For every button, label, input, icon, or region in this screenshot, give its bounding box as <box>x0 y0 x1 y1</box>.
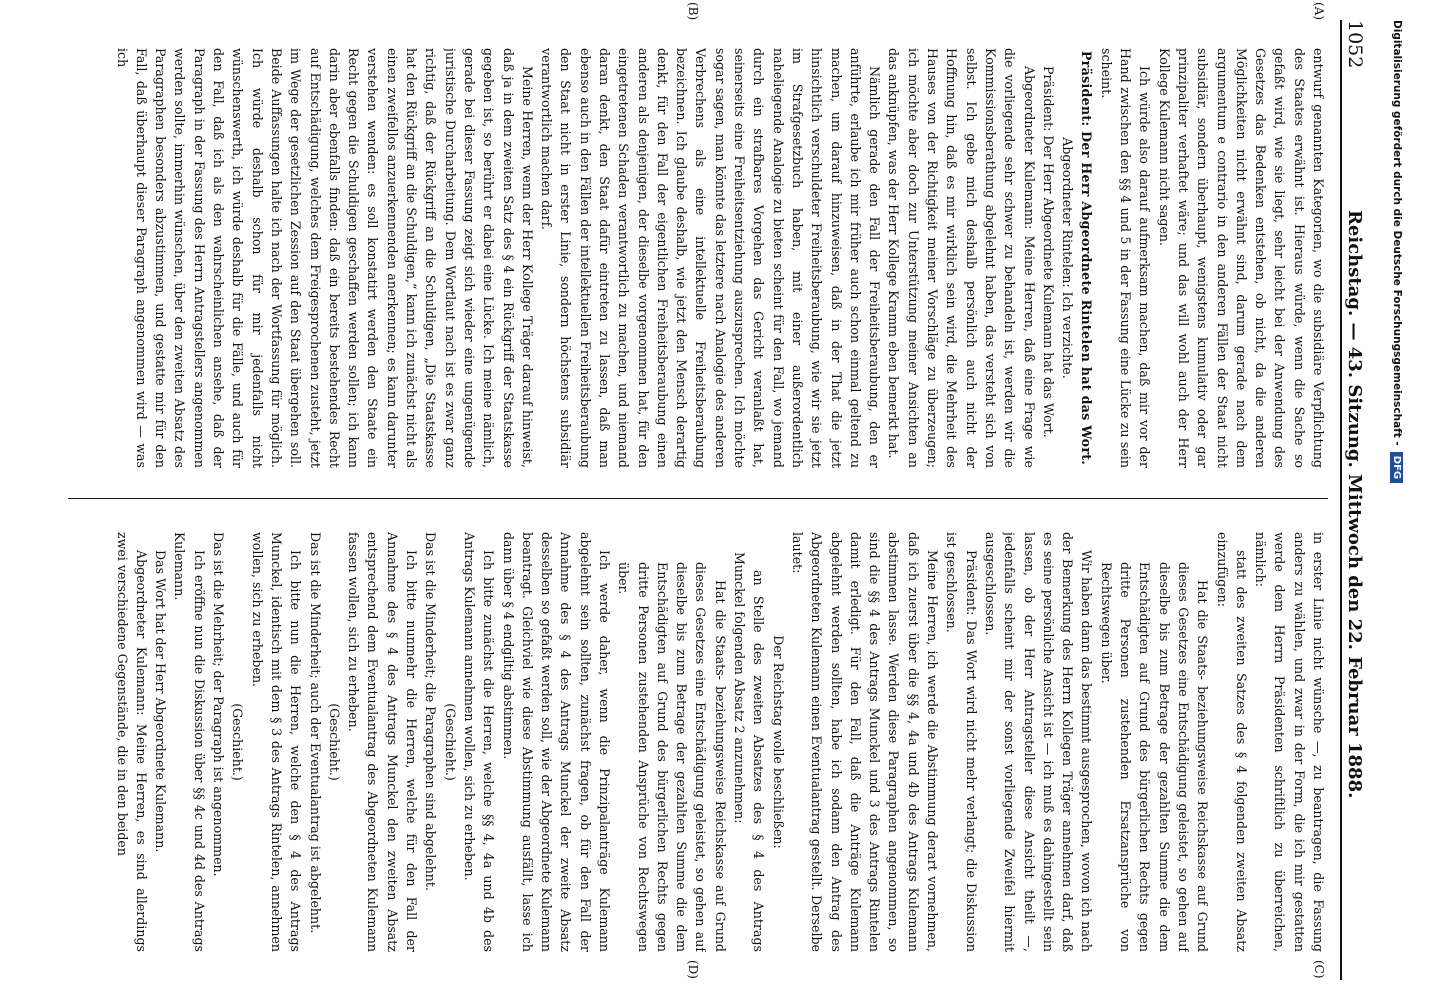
paragraph: Das ist die Minderheit; auch der Eventualantrag ist abgelehnt. <box>307 532 323 934</box>
paragraph: statt des zweiten Satzes des § 4 folgenden zweiten Absatz einzufügen: <box>1214 532 1249 952</box>
margin-mark-b: (B) <box>686 2 700 21</box>
speaker-line: Präsident: Der Herr Abgeordnete Kulemann hat das Wort. <box>1040 66 1056 438</box>
paragraph: in erster Linie nicht wünsche —, zu beantragen, die Fassung anders zu wählen, und zwar in der Form, die ich mir gestatten werde dem Herrn Präsidenten schriftlich zu überreichen, nämlich: <box>1253 532 1326 952</box>
paragraph: Abgeordneter Kulemann: Meine Herren, daß eine Frage wie die vorliegende sehr schwer zu behandeln ist, werden wir die Kommissionsberathung abgelehnt haben, das versteht sich von selbst. Ich gebe mich deshalb persönlich auch nicht der Hoffnung hin, daß es mir wirklich sein wird, die Mehrheit des Hauses von der Richtigkeit meiner Vorschläge zu überzeugen; ich möchte aber doch zur Unterstützung meiner Ansichten an das anknüpfen, was der Herr Kollege Kramm eben bemerkt hat. <box>886 48 1037 468</box>
paragraph: Ich bitte zunächst die Herren, welche §§ 4, 4a und 4b des Antrags Kulemann annehmen wollen, sich zu erheben. <box>461 532 497 952</box>
paragraph: Ich eröffne nun die Diskussion über §§ 4c und 4d des Antrags Kulemann. <box>172 532 207 952</box>
paragraph: Der Reichstag wolle beschließen: <box>770 635 786 849</box>
paragraph: Das Wort hat der Herr Abgeordnete Kulemann. <box>153 550 169 853</box>
paragraph: entwurf genannten Kategorien, wo die subsidiäre Verpflichtung des Staates erwähnt ist. Hieraus würde, wenn die Sache so gefaßt wird, wie sie liegt, sehr leicht bei der Anwendung des Gesetzes das Bedenken entstehen, ob nicht, da die anderen Möglichkeiten nicht erwähnt sind, darum gerade nach dem argumentum e contrario in den anderen Fällen der Staat nicht subsidiär, sondern überhaupt, wenigstens kumulativ oder gar prinzipaliter verhaftet wäre; und das will wohl auch der Herr Kollege Kulemann nicht sagen. <box>1156 48 1326 468</box>
credit-text: Digitalisierung gefördert durch die Deutsche Forschungsgemeinschaft - <box>1391 20 1403 446</box>
stage-direction: (Geschieht.) <box>442 703 458 781</box>
digitization-credit <box>1386 20 1408 980</box>
quoted-paragraph: Hat die Staats- beziehungsweise Reichskasse auf Grund dieses Gesetzes eine Entschädigung geleistet, so gehen auf dieselbe bis zum Betrage der gezahlten Summe die dem Entschädigten auf Grund des bürgerlichen Rechts gegen dritte Personen zustehenden Ansprüche von Rechtswegen über. <box>616 562 728 952</box>
paragraph: Nämlich gerade den Fall der Freiheitsberaubung, den er anführte, erlaube ich mir früher auch schon einmal geltend zu machen, um darauf hinzuweisen, daß in der That die jetzt hinsichtlich verschuldeter Freiheitsberaubung, wie wir sie jetzt im Strafgesetzbuch haben, mit einer außerordentlich naheliegende Analogie zu bieten scheint für den Fall, wo jemand durch ein strafbares Vorgehen das Gericht veranlaßt hat, seinerseits eine Freiheitsentziehung auszusprechen. Ich möchte sogar sagen, man könnte das letztere nach Analogie des anderen Verbrechens als eine intellektuelle Freiheitsberaubung bezeichnen. Ich glaube deshalb, wie jetzt den Mensch derartig denkt, für den Fall der eigentlichen Freiheitsberaubung einen anderen als denjenigen, der dieselbe vorgenommen hat, für den eingetretenen Schaden verantwortlich zu machen, und niemand daran denkt, den Staat dafür eintreten zu lassen, daß man ebenso auch in den Fällen der intellektuellen Freiheitsberaubung den Staat nicht in erster Linie, sondern höchstens subsidiär verantwortlich machen darf. <box>539 48 883 468</box>
paragraph: Wir haben dann das bestimmt ausgesprochen, wovon ich nach der Bemerkung des Herrn Kollegen Träger annehmen darf, daß es seine persönliche Ansicht ist — ich muß es dahingestellt sein lassen, ob der Herr Antragsteller diese Ansicht theilt —, jedenfalls scheint mir der sonst vorliegende Zweifel hiermit ausgeschlossen. <box>982 532 1095 952</box>
margin-mark-d: (D) <box>686 960 700 979</box>
speaker-line: Präsident: Der Herr Abgeordnete Rintelen hat das Wort. <box>1079 50 1095 466</box>
stage-direction: (Geschieht.) <box>326 703 342 781</box>
paragraph: Ich bitte nun die Herren, welche den § 4 des Antrags Munckel, identisch mit dem § 3 des Antrags Rintelen, annehmen wollen, sich zu erheben. <box>249 532 304 952</box>
right-column <box>68 532 1328 952</box>
paragraph: Meine Herren, ich werde die Abstimmung derart vornehmen, daß ich zuerst über die §§ 4, 4a und 4b des Antrags Kulemann abstimmen lasse. Werden diese Paragraphen angenommen, so sind die §§ 4 des Antrags Munckel und 3 des Antrags Rintelen damit erledigt. Für den Fall, daß die Anträge Kulemann abgelehnt werden sollten, habe ich sodann den Antrag des Abgeordneten Kulemann einen Eventualantrag gestellt. Derselbe lautet: <box>789 532 941 952</box>
speaker-line: Abgeordneter Kulemann: Meine Herren, es sind allerdings zwei verschiedene Gegenstände, die in den beiden <box>114 532 149 952</box>
page-header <box>1340 20 1378 980</box>
margin-mark-c: (C) <box>1312 960 1326 979</box>
margin-mark-a: (A) <box>1312 2 1326 21</box>
paragraph: Meine Herren, wenn der Herr Kollege Träger darauf hinweist, daß ja in dem zweiten Satz des § 4 ein Rückgriff der Staatskasse gegeben ist, so berührt er dabei eine Lücke. Ich meine nämlich, gerade bei dieser Fassung zeigt sich wieder eine ungenügende juristische Durcharbeitung. Dem Wortlaut nach ist es zwar ganz richtig, daß der Rückgriff an die Schuldigen, „Die Staatskasse hat den Rückgriff an die Schuldigen,“ kann ich zunächst nicht als einen zweifellos anzuerkennenden anerkennen; es kann darunter verstehen wenden: es soll konstatirt werden den Staate ein Recht gegen die Schuldigen geschaffen werden sollen; ich kann darin aber ebenfalls finden: daß ein bereits bestehendes Recht auf Entschädigung, welches dem Freigesprochenen zusteht, jetzt im Wege der gesetzlichen Zession auf den Staat übergehen soll. Beide Auffassungen halte ich nach der Wortfassung für möglich. Ich würde deshalb schon für mir jedenfalls nicht wünschenswerth, ich würde deshalb für die Fälle, und auch für den Fall, daß ich als den wahrscheinlichen ansehe, daß der Paragraph in der Fassung des Herrn Antragstellers angenommen werden sollte, immerhin wünschen, über den zweiten Absatz des Paragraphen besonders abzustimmen, und gestatte mir für den Fall, daß überhaupt dieser Paragraph angenommen wird — was ich <box>114 48 535 468</box>
speaker-line: Abgeordneter Rintelen: Ich verzichte. <box>1060 137 1076 379</box>
quoted-paragraph: Hat die Staats- beziehungsweise Reichskasse auf Grund dieses Gesetzes eine Entschädigung geleistet, so gehen auf dieselbe bis zum Betrage der gezahlten Summe die dem Entschädigten auf Grund des bürgerlichen Rechts gegen dritte Personen zustehenden Ersatzansprüche von Rechtswegen über. <box>1098 562 1211 952</box>
page-number: 1052 <box>1344 20 1366 69</box>
paragraph: Ich werde daher, wenn die Prinzipalanträge Kulemann abgelehnt sein sollten, zunächst fragen, ob für den Fall der Annahme des § 4 des Antrags Munckel der zweite Absatz desselben so gefaßt werden soll, wie der Abgeordnete Kulemann beantragt. Gleichviel wie diese Abstimmung ausfällt, lasse ich dann über § 4 endgiltig abstimmen. <box>500 532 613 952</box>
paragraph: Das ist die Minderheit; die Paragraphen sind abgelehnt. <box>423 532 439 891</box>
left-column <box>68 48 1328 468</box>
paragraph: Das ist die Mehrheit; der Paragraph ist angenommen. <box>211 532 227 877</box>
page-title: Reichstag. — 43. Sitzung. Mittwoch den 22. Februar 1888. <box>1344 209 1365 799</box>
column-divider <box>68 498 1328 499</box>
paragraph: an Stelle des zweiten Absatzes des § 4 des Antrags Munckel folgenden Absatz 2 anzunehmen: <box>732 552 767 952</box>
dfg-logo: DFG <box>1391 452 1404 483</box>
speaker-line: Präsident: Das Wort wird nicht mehr verlangt; die Diskussion ist geschlossen. <box>944 532 979 952</box>
paragraph: Ich würde also darauf aufmerksam machen, daß mir vor der Hand zwischen den §§ 4 und 5 in der Fassung eine Lücke zu sein scheint. <box>1098 48 1153 468</box>
stage-direction: (Geschieht.) <box>230 703 246 781</box>
paragraph: Ich bitte nunmehr die Herren, welche für den Fall der Annahme des § 4 des Antrags Munckel den zweiten Absatz entsprechend dem Eventualantrag des Abgeordneten Kulemann fassen wollen, sich zu erheben. <box>346 532 420 952</box>
